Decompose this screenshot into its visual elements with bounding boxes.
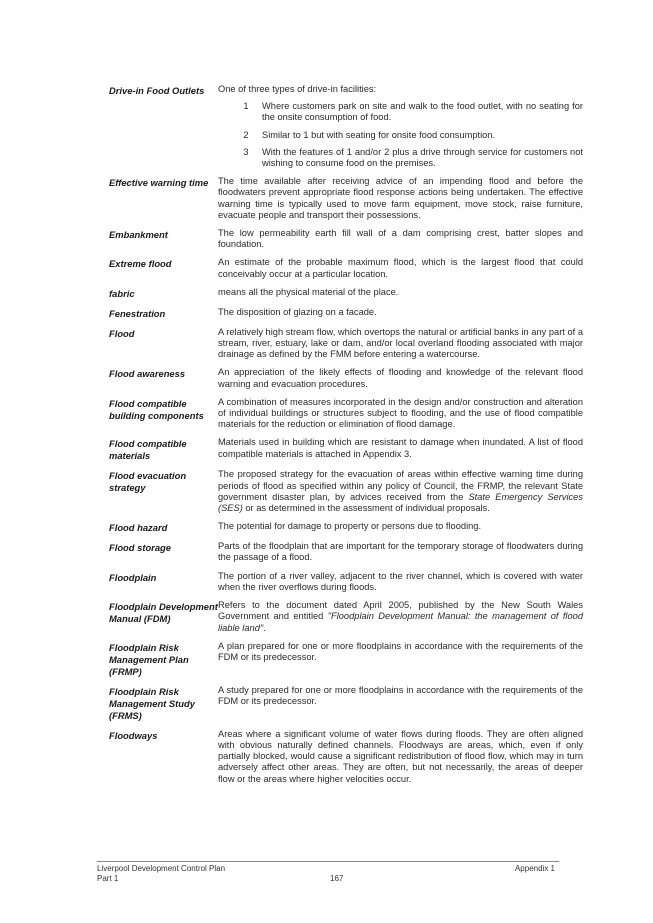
facility-type-list	[218, 101, 583, 169]
glossary-entry	[109, 367, 583, 389]
glossary-entry	[109, 600, 583, 634]
glossary-definition	[218, 469, 583, 514]
definition-text: One of three types of drive-in facilities:	[218, 84, 377, 94]
glossary-entry	[109, 469, 583, 514]
glossary-term: fabric	[109, 287, 135, 299]
glossary-entry	[109, 257, 583, 279]
list-item	[218, 130, 583, 141]
footer-row	[97, 874, 559, 884]
page-footer	[97, 861, 559, 884]
footer-document-title: Liverpool Development Control Plan	[97, 864, 226, 873]
glossary-definition: A relatively high stream flow, which overtops the natural or artificial banks in any part of a stream, river, estuary, lake or dam, and/or local overland flooding associated with major drainage as defined by the FMM before entering a watercourse.	[218, 326, 583, 360]
list-text: Where customers park on site and walk to the food outlet, with no seating for the onsite consumption of food.	[262, 101, 583, 123]
glossary-definition: The potential for damage to property or persons due to flooding.	[218, 521, 482, 532]
glossary-entry	[109, 307, 583, 320]
glossary-entry	[109, 685, 583, 722]
glossary-entry	[109, 521, 583, 534]
glossary-definition: Areas where a significant volume of water flows during floods. They are often aligned with obvious naturally defined channels. Floodways are areas, which, even if only partially blocked, would cause a significant redistribution of flood flow, which may in turn adversely affect other areas. They are often, but not necessarily, the areas of deeper flow or the areas where higher velocities occur.	[218, 728, 583, 784]
glossary-term: Effective warning time	[109, 177, 209, 189]
glossary-entry	[109, 176, 583, 221]
footer-part: Part 1	[97, 874, 119, 883]
glossary-entry	[109, 641, 583, 678]
glossary-entry	[109, 287, 583, 300]
definition-emphasis: "Floodplain Development Manual: the management of flood liable land"	[218, 611, 583, 633]
glossary-entry	[109, 327, 583, 361]
glossary-definition: Materials used in building which are resistant to damage when inundated. A list of flood compatible materials is attached in Appendix 3.	[218, 437, 583, 459]
glossary-definition: The time available after receiving advice of an impending flood and before the floodwaters prevent appropriate flood response actions being undertaken. The effective warning time is typically used to move farm equipment, move stock, raise furniture, evacuate people and transport their possessions.	[218, 176, 583, 220]
glossary-term: Flood hazard	[109, 522, 168, 534]
glossary-definition: means all the physical material of the place.	[218, 286, 399, 297]
glossary-term: Flood awareness	[109, 368, 186, 380]
footer-appendix: Appendix 1	[514, 864, 555, 873]
glossary-entry	[109, 228, 583, 250]
glossary-term: Flood compatible building components	[109, 397, 204, 421]
glossary-entry	[109, 437, 583, 462]
glossary-term: Flood storage	[109, 542, 171, 554]
glossary-entry	[109, 541, 583, 563]
glossary-entry	[109, 84, 583, 169]
list-number: 1	[243, 101, 249, 112]
glossary-definition: An appreciation of the likely effects of flooding and knowledge of the relevant flood warning and evacuation procedures.	[218, 367, 583, 389]
glossary-term: Flood evacuation strategy	[109, 470, 187, 494]
glossary-definition: A study prepared for one or more floodplains in accordance with the requirements of the FDM or its predecessor.	[218, 684, 583, 706]
glossary-definition: The low permeability earth fill wall of a dam comprising crest, batter slopes and foundation.	[218, 228, 583, 250]
list-text: With the features of 1 and/or 2 plus a drive through service for customers not wishing to consume food on the premises.	[262, 146, 583, 169]
definition-text: The proposed strategy for the evacuation of areas within effective warning time during periods of flood as specified within any policy of Council, the FRMP, the relevant State government disaster plan, by advices received from the	[218, 469, 583, 502]
footer-row	[97, 864, 559, 874]
definition-emphasis: State Emergency Services (SES)	[218, 491, 583, 514]
glossary-definition: The portion of a river valley, adjacent to the river channel, which is covered with water when the river overflows during floods.	[218, 570, 583, 592]
glossary-term: Flood	[109, 327, 135, 339]
glossary-definition: A combination of measures incorporated in the design and/or construction and alteration of individual buildings or structures subject to flooding, and the use of flood compatible materials for the reduction or elimination of flood damage.	[218, 396, 583, 430]
glossary-list	[109, 84, 583, 792]
glossary-definition: The disposition of glazing on a facade.	[218, 306, 377, 317]
glossary-term: Fenestration	[109, 307, 166, 319]
definition-text: Refers to the document dated April 2005, published by the New South Wales Government and entitled	[218, 600, 583, 622]
list-item	[218, 147, 583, 169]
glossary-term: Floodplain Development Manual (FDM)	[109, 601, 218, 625]
glossary-term: Flood compatible materials	[109, 438, 187, 462]
list-number: 3	[243, 146, 249, 157]
glossary-entry	[109, 571, 583, 593]
list-text: Similar to 1 but with seating for onsite food consumption.	[262, 129, 496, 140]
glossary-entry	[109, 397, 583, 431]
footer-divider	[97, 861, 559, 862]
definition-text: or as determined in the assessment of individual proposals.	[242, 503, 490, 514]
list-item	[218, 101, 583, 123]
glossary-term: Drive-in Food Outlets	[109, 85, 205, 96]
glossary-term: Floodplain Risk Management Study (FRMS)	[109, 685, 195, 721]
glossary-term: Floodplain Risk Management Plan (FRMP)	[109, 641, 189, 677]
glossary-term: Extreme flood	[109, 258, 172, 270]
glossary-definition: An estimate of the probable maximum flood, which is the largest flood that could conceivably occur at a particular location.	[218, 257, 583, 279]
glossary-term: Floodplain	[109, 571, 157, 583]
glossary-definition	[218, 600, 583, 634]
glossary-term: Embankment	[109, 229, 168, 241]
page-number: 167	[330, 874, 344, 883]
glossary-definition: Parts of the floodplain that are important for the temporary storage of floodwaters during the passage of a flood.	[218, 541, 583, 563]
glossary-definition: A plan prepared for one or more floodplains in accordance with the requirements of the FDM or its predecessor.	[218, 640, 583, 662]
list-number: 2	[243, 129, 249, 140]
glossary-entry	[109, 729, 583, 785]
glossary-term: Floodways	[109, 729, 158, 741]
glossary-definition	[218, 84, 583, 169]
definition-text: .	[263, 622, 266, 633]
